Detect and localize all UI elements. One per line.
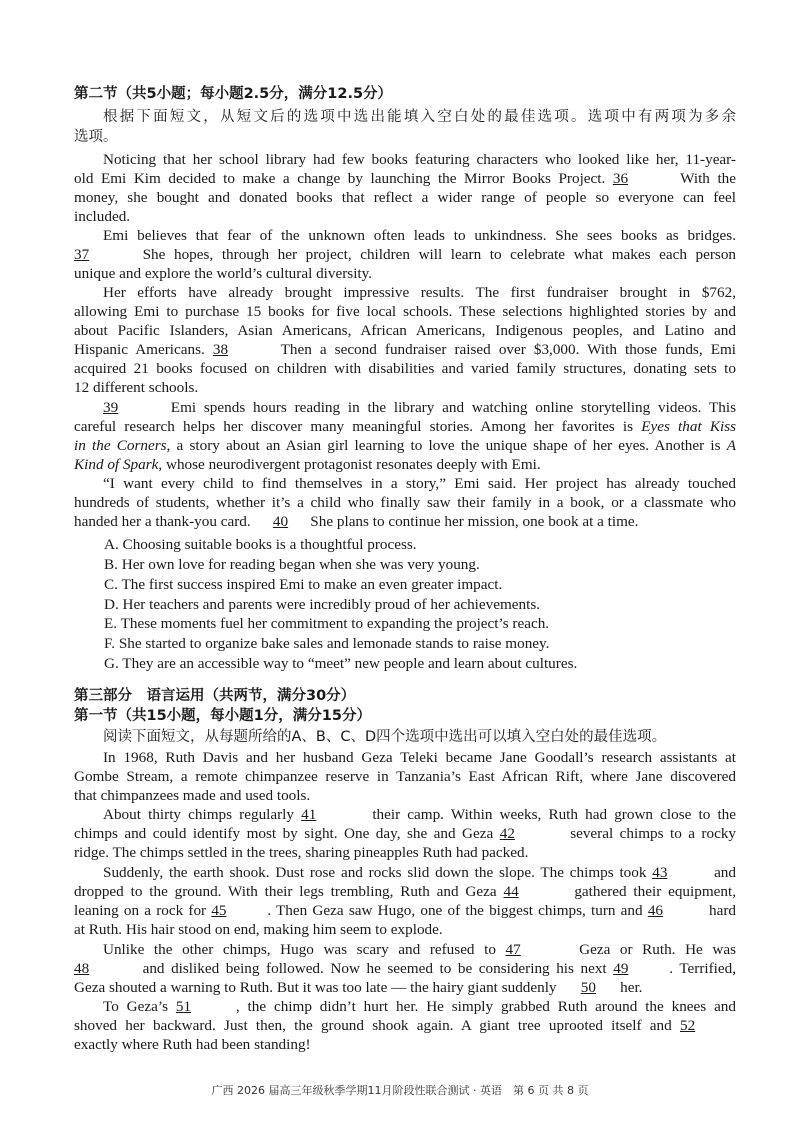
blank-38: 38 (212, 341, 229, 358)
paragraph-line: exactly where Ruth had been standing! (74, 1036, 311, 1053)
paragraph-line: included. (74, 208, 131, 225)
paragraph-line: unique and explore the world’s cultural diversity. (74, 265, 373, 282)
paragraph-line: in the Corners, a story about an Asian girl learning to love the unique shape of her eyes. Another is A (74, 437, 737, 454)
blank-48: 48 (74, 960, 90, 977)
section-heading: 第一节（共15小题，每小题1分，满分15分） (74, 708, 371, 724)
paragraph-line: handed her a thank-you card. 40 She plans to continue her mission, one book at a time. (74, 513, 639, 530)
paragraph-line: Noticing that her school library had few books featuring characters who looked like her, 11-year- (103, 151, 736, 168)
paragraph-line: hundreds of students, whether it’s a child who finally saw their family in a book, or a classmate who (74, 494, 736, 511)
paragraph-line: old Emi Kim decided to make a change by launching the Mirror Books Project. 36 With the (74, 170, 737, 187)
section-heading: 第二节（共5小题；每小题2.5分，满分12.5分） (74, 86, 393, 102)
blank-41: 41 (301, 806, 317, 823)
option-d: D. Her teachers and parents were incredibly proud of her achievements. (104, 596, 541, 613)
paragraph-line: about Pacific Islanders, Asian Americans, African Americans, Indigenous peoples, and Latino and (74, 322, 736, 339)
blank-40: 40 (272, 513, 289, 530)
blank-36: 36 (612, 170, 629, 187)
paragraph-line: Hispanic Americans. 38 Then a second fundraiser raised over $3,000. With those funds, Emi (74, 341, 737, 358)
blank-50: 50 (580, 979, 596, 996)
section-instruction: 阅读下面短文，从每题所给的A、B、C、D四个选项中选出可以填入空白处的最佳选项。 (103, 729, 667, 745)
blank-52: 52 (680, 1017, 696, 1034)
blank-37: 37 (74, 246, 90, 263)
paragraph-line: Her efforts have already brought impressive results. The first fundraiser brought in $762, (103, 284, 736, 301)
blank-47: 47 (505, 941, 521, 958)
paragraph-line: Gombe Stream, a remote chimpanzee reserve in Tanzania’s East African Rift, where Jane discovered (74, 768, 736, 785)
paragraph-line: that chimpanzees made and used tools. (74, 787, 311, 804)
paragraph-line: 48 and disliked being followed. Now he seemed to be considering his next 49 . Terrified, (74, 960, 737, 977)
paragraph-line: at Ruth. His hair stood on end, making him seem to explode. (74, 921, 443, 938)
part-heading: 第三部分 语言运用（共两节，满分30分） (74, 688, 356, 704)
option-c: C. The first success inspired Emi to make an even greater impact. (104, 576, 503, 593)
paragraph-line: In 1968, Ruth Davis and her husband Geza Teleki became Jane Goodall’s research assistants at (103, 749, 736, 766)
blank-46: 46 (647, 902, 664, 919)
paragraph-line: To Geza’s 51 , the chimp didn’t hurt her. He simply grabbed Ruth around the knees and (103, 998, 736, 1015)
blank-49: 49 (613, 960, 629, 977)
section-instruction-cont: 选项。 (74, 129, 118, 145)
paragraph-line: Unlike the other chimps, Hugo was scary and refused to 47 Geza or Ruth. He was (103, 941, 736, 958)
section-instruction: 根据下面短文，从短文后的选项中选出能填入空白处的最佳选项。选项中有两项为多余 (103, 109, 736, 125)
book-title: in the Corners (74, 437, 167, 454)
paragraph-line: Geza shouted a warning to Ruth. But it was too late — the hairy giant suddenly 50 her. (74, 979, 643, 996)
book-title: Eyes that Kiss (641, 418, 737, 435)
paragraph-line: acquired 21 books focused on children with disabilities and varied family structures, donating sets to (74, 360, 736, 377)
option-e: E. These moments fuel her commitment to expanding the project’s reach. (104, 615, 550, 632)
blank-42: 42 (499, 825, 515, 842)
option-g: G. They are an accessible way to “meet” new people and learn about cultures. (104, 655, 578, 672)
paragraph-line: “I want every child to find themselves in a story,” Emi said. Her project has already touched (103, 475, 736, 492)
paragraph-line: Suddenly, the earth shook. Dust rose and rocks slid down the slope. The chimps took 43 and (103, 864, 736, 881)
paragraph-line: Kind of Spark, whose neurodivergent protagonist resonates deeply with Emi. (74, 456, 541, 473)
blank-39: 39 (103, 399, 119, 416)
option-f: F. She started to organize bake sales and lemonade stands to raise money. (104, 635, 550, 652)
option-b: B. Her own love for reading began when she was very young. (104, 556, 480, 573)
blank-44: 44 (503, 883, 519, 900)
blank-43: 43 (652, 864, 668, 881)
paragraph-line: ridge. The chimps settled in the trees, sharing pineapples Ruth had packed. (74, 844, 529, 861)
page-footer: 广西 2026 届高三年级秋季学期11月阶段性联合测试 · 英语 第 6 页 共 8 页 (211, 1084, 589, 1097)
paragraph-line: chimps and could identify most by sight. One day, she and Geza 42 several chimps to a rocky (74, 825, 737, 842)
paragraph-line: shoved her backward. Just then, the ground shook again. A giant tree uprooted itself and 52 (74, 1016, 736, 1035)
paragraph-line: dropped to the ground. With their legs trembling, Ruth and Geza 44 gathered their equipment, (74, 883, 737, 900)
blank-51: 51 (175, 998, 192, 1015)
blank-45: 45 (211, 902, 227, 919)
paragraph-line: careful research helps her discover many meaningful stories. Among her favorites is Eyes that Kiss (74, 418, 737, 435)
paragraph-line: allowing Emi to purchase 15 books for five local schools. These selections highlighted stories by and (74, 303, 736, 320)
paragraph-line: money, she bought and donated books that reflect a wider range of people so everyone can feel (74, 189, 736, 206)
paragraph-line: 37 She hopes, through her project, children will learn to celebrate what makes each person (74, 246, 737, 263)
paragraph-line: 12 different schools. (74, 379, 199, 396)
paragraph-line: About thirty chimps regularly 41 their camp. Within weeks, Ruth had grown close to the (103, 806, 737, 823)
book-title: Kind of Spark (74, 456, 159, 473)
paragraph-line: Emi believes that fear of the unknown often leads to unkindness. She sees books as bridges. (103, 227, 736, 244)
paragraph-line: 39 Emi spends hours reading in the library and watching online storytelling videos. This (103, 399, 736, 416)
option-a: A. Choosing suitable books is a thoughtful process. (104, 536, 417, 553)
paragraph-line: leaning on a rock for 45 . Then Geza saw Hugo, one of the biggest chimps, turn and 46 hard (74, 902, 737, 919)
